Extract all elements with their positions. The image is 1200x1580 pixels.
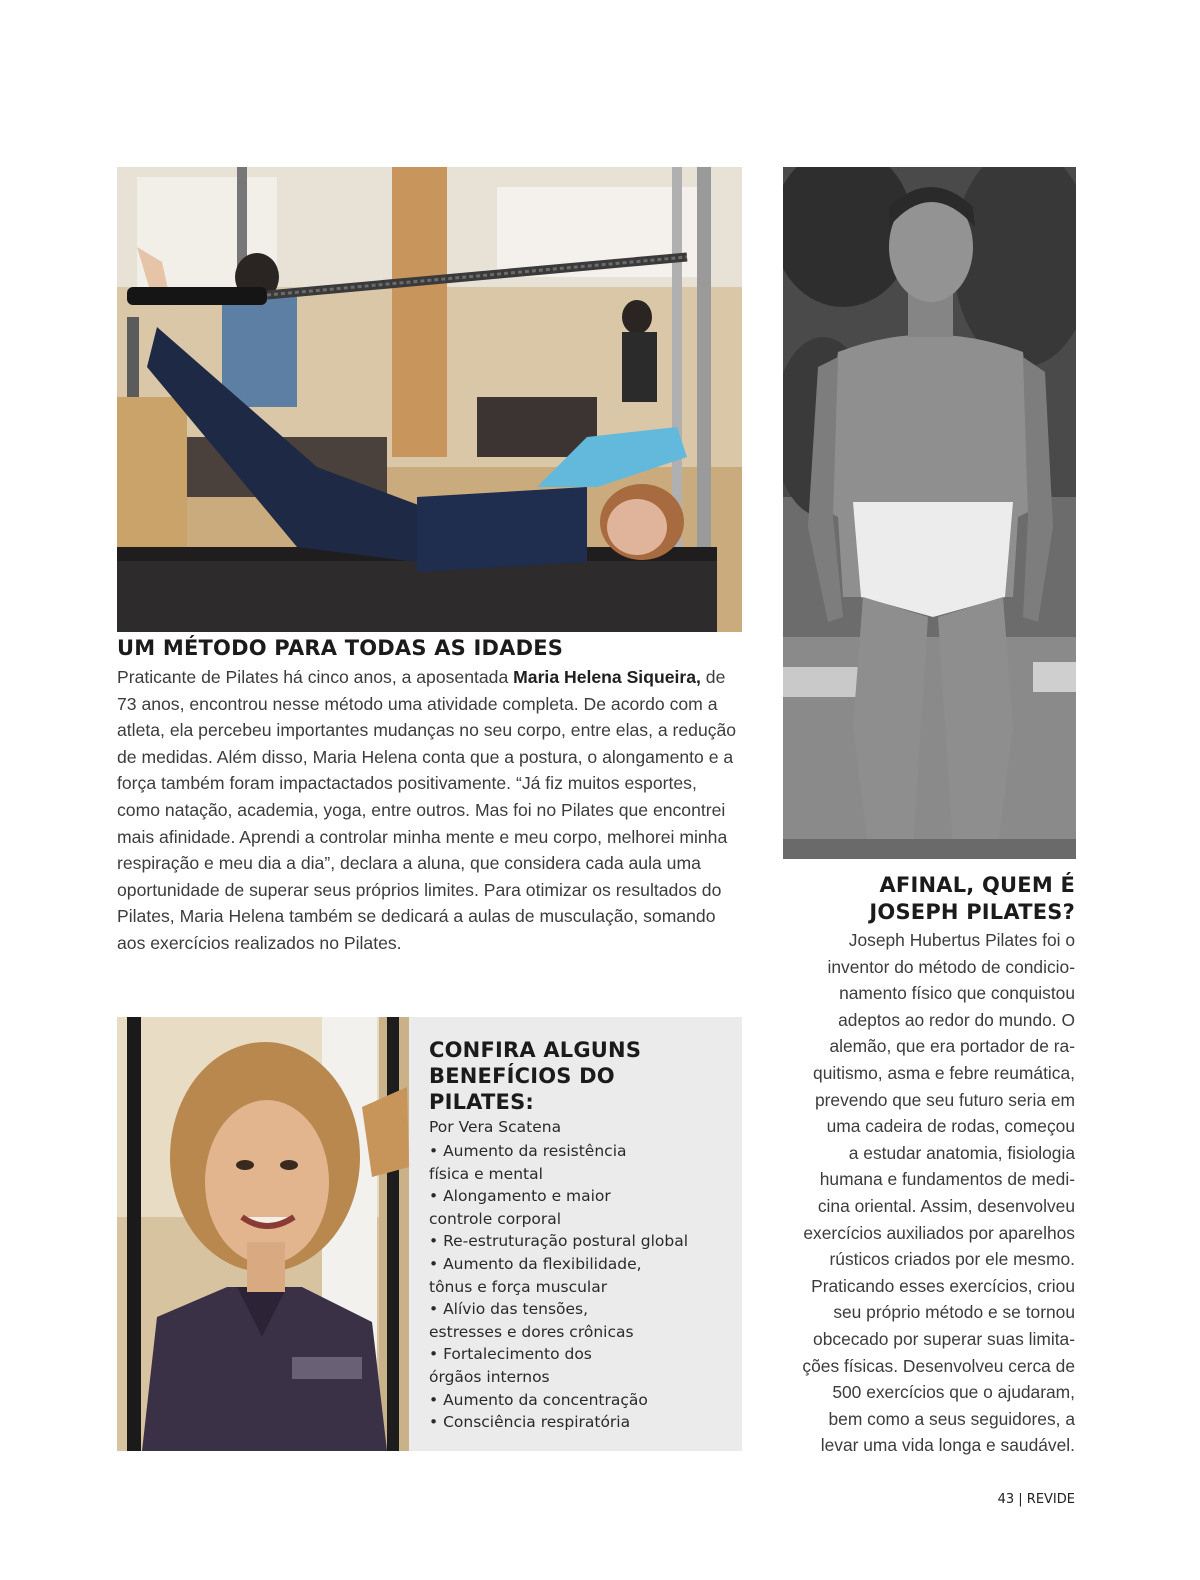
- benefits-heading-line: PILATES:: [429, 1090, 535, 1114]
- list-item: [429, 1253, 739, 1298]
- list-item-line: • Aumento da flexibilidade,: [429, 1254, 642, 1273]
- body-joseph-line: bem como a seus seguidores, a: [828, 1408, 1075, 1429]
- benefits-box: [409, 1017, 742, 1451]
- list-item-line: • Aumento da concentração: [429, 1390, 648, 1409]
- body-joseph-line: 500 exercícios que o ajudaram,: [832, 1382, 1075, 1403]
- benefits-list: [429, 1140, 739, 1434]
- body-joseph-line: cina oriental. Assim, desenvolveu: [817, 1195, 1075, 1216]
- body-joseph-line: prevendo que seu futuro seria em: [814, 1089, 1075, 1110]
- body-joseph-line: inventor do método de condicio-: [827, 956, 1075, 977]
- body-joseph-line: alemão, que era portador de ra-: [829, 1036, 1075, 1057]
- body-joseph-line: adeptos ao redor do mundo. O: [838, 1009, 1075, 1030]
- article-body-joseph: [775, 927, 1075, 1459]
- article-heading-metodo: UM MÉTODO PARA TODAS AS IDADES: [117, 636, 564, 660]
- list-item-line: • Re-estruturação postural global: [429, 1232, 689, 1251]
- body-joseph-line: Joseph Hubertus Pilates foi o: [848, 930, 1075, 950]
- list-item-line: física e mental: [429, 1164, 543, 1183]
- photo-vera-scatena: [117, 1017, 409, 1451]
- list-item: [429, 1298, 739, 1343]
- page-number-footer: 43 | REVIDE: [997, 1492, 1075, 1507]
- heading-joseph-line: JOSEPH PILATES?: [869, 900, 1075, 924]
- list-item: [429, 1140, 739, 1185]
- body-joseph-line: ções físicas. Desenvolveu cerca de: [802, 1355, 1075, 1376]
- body-joseph-line: a estudar anatomia, fisiologia: [848, 1142, 1075, 1163]
- body-joseph-line: Praticando esses exercícios, criou: [811, 1275, 1075, 1296]
- list-item-line: • Alongamento e maior: [429, 1187, 611, 1206]
- list-item-line: estresses e dores crônicas: [429, 1322, 634, 1341]
- photo-joseph-pilates: [783, 167, 1076, 859]
- list-item-line: • Consciência respiratória: [429, 1413, 631, 1432]
- body-joseph-line: humana e fundamentos de medi-: [819, 1169, 1075, 1190]
- photo-pilates-exercise: [117, 167, 742, 632]
- body-text-intro: Praticante de Pilates há cinco anos, a aposentada: [117, 667, 514, 687]
- article-body-metodo: [117, 664, 742, 957]
- list-item-line: • Alívio das tensões,: [429, 1300, 589, 1319]
- list-item: [429, 1230, 739, 1253]
- body-joseph-line: namento físico que conquistou: [839, 983, 1075, 1004]
- body-joseph-line: levar uma vida longa e saudável.: [820, 1435, 1075, 1456]
- body-joseph-line: seu próprio método e se tornou: [833, 1302, 1075, 1323]
- list-item: [429, 1343, 739, 1388]
- list-item-line: • Aumento da resistência: [429, 1142, 627, 1160]
- body-joseph-line: uma cadeira de rodas, começou: [826, 1116, 1075, 1137]
- list-item-line: órgãos internos: [429, 1367, 550, 1386]
- interviewee-name: Maria Helena Siqueira,: [513, 667, 701, 687]
- article-heading-joseph: [869, 872, 1075, 926]
- body-joseph-line: rústicos criados por ele mesmo.: [829, 1249, 1075, 1270]
- list-item-line: controle corporal: [429, 1209, 562, 1228]
- list-item-line: • Fortalecimento dos: [429, 1345, 592, 1364]
- list-item: [429, 1389, 739, 1412]
- heading-joseph-line: AFINAL, QUEM É: [879, 873, 1075, 897]
- body-joseph-line: quitismo, asma e febre reumática,: [813, 1062, 1075, 1083]
- benefits-heading: [429, 1037, 729, 1115]
- benefits-heading-line: CONFIRA ALGUNS: [429, 1038, 642, 1062]
- benefits-heading-line: BENEFÍCIOS DO: [429, 1064, 615, 1088]
- body-text-main: de 73 anos, encontrou nesse método uma atividade completa. De acordo com a atleta, ela percebeu importantes mudanças no seu corpo, entre elas, a redução de medidas. Além disso, Maria Helena conta que a postura, o alongamento e a força também foram impactactados positivamente. “Já fiz muitos esportes, como natação, academia, yoga, entre outros. Mas foi no Pilates que encontrei mais afinidade. Aprendi a controlar minha mente e meu corpo, melhorei minha respiração e meu dia a dia”, declara a aluna, que considera cada aula uma oportunidade de superar seus próprios limites. Para otimizar os resultados do Pilates, Maria Helena também se dedicará a aulas de musculação, somando aos exercícios realizados no Pilates.: [117, 667, 737, 953]
- benefits-author: Por Vera Scatena: [429, 1118, 562, 1136]
- list-item: [429, 1185, 739, 1230]
- body-joseph-line: obcecado por superar suas limita-: [813, 1328, 1075, 1349]
- list-item: [429, 1411, 739, 1434]
- list-item-line: tônus e força muscular: [429, 1277, 608, 1296]
- body-joseph-line: exercícios auxiliados por aparelhos: [803, 1222, 1075, 1243]
